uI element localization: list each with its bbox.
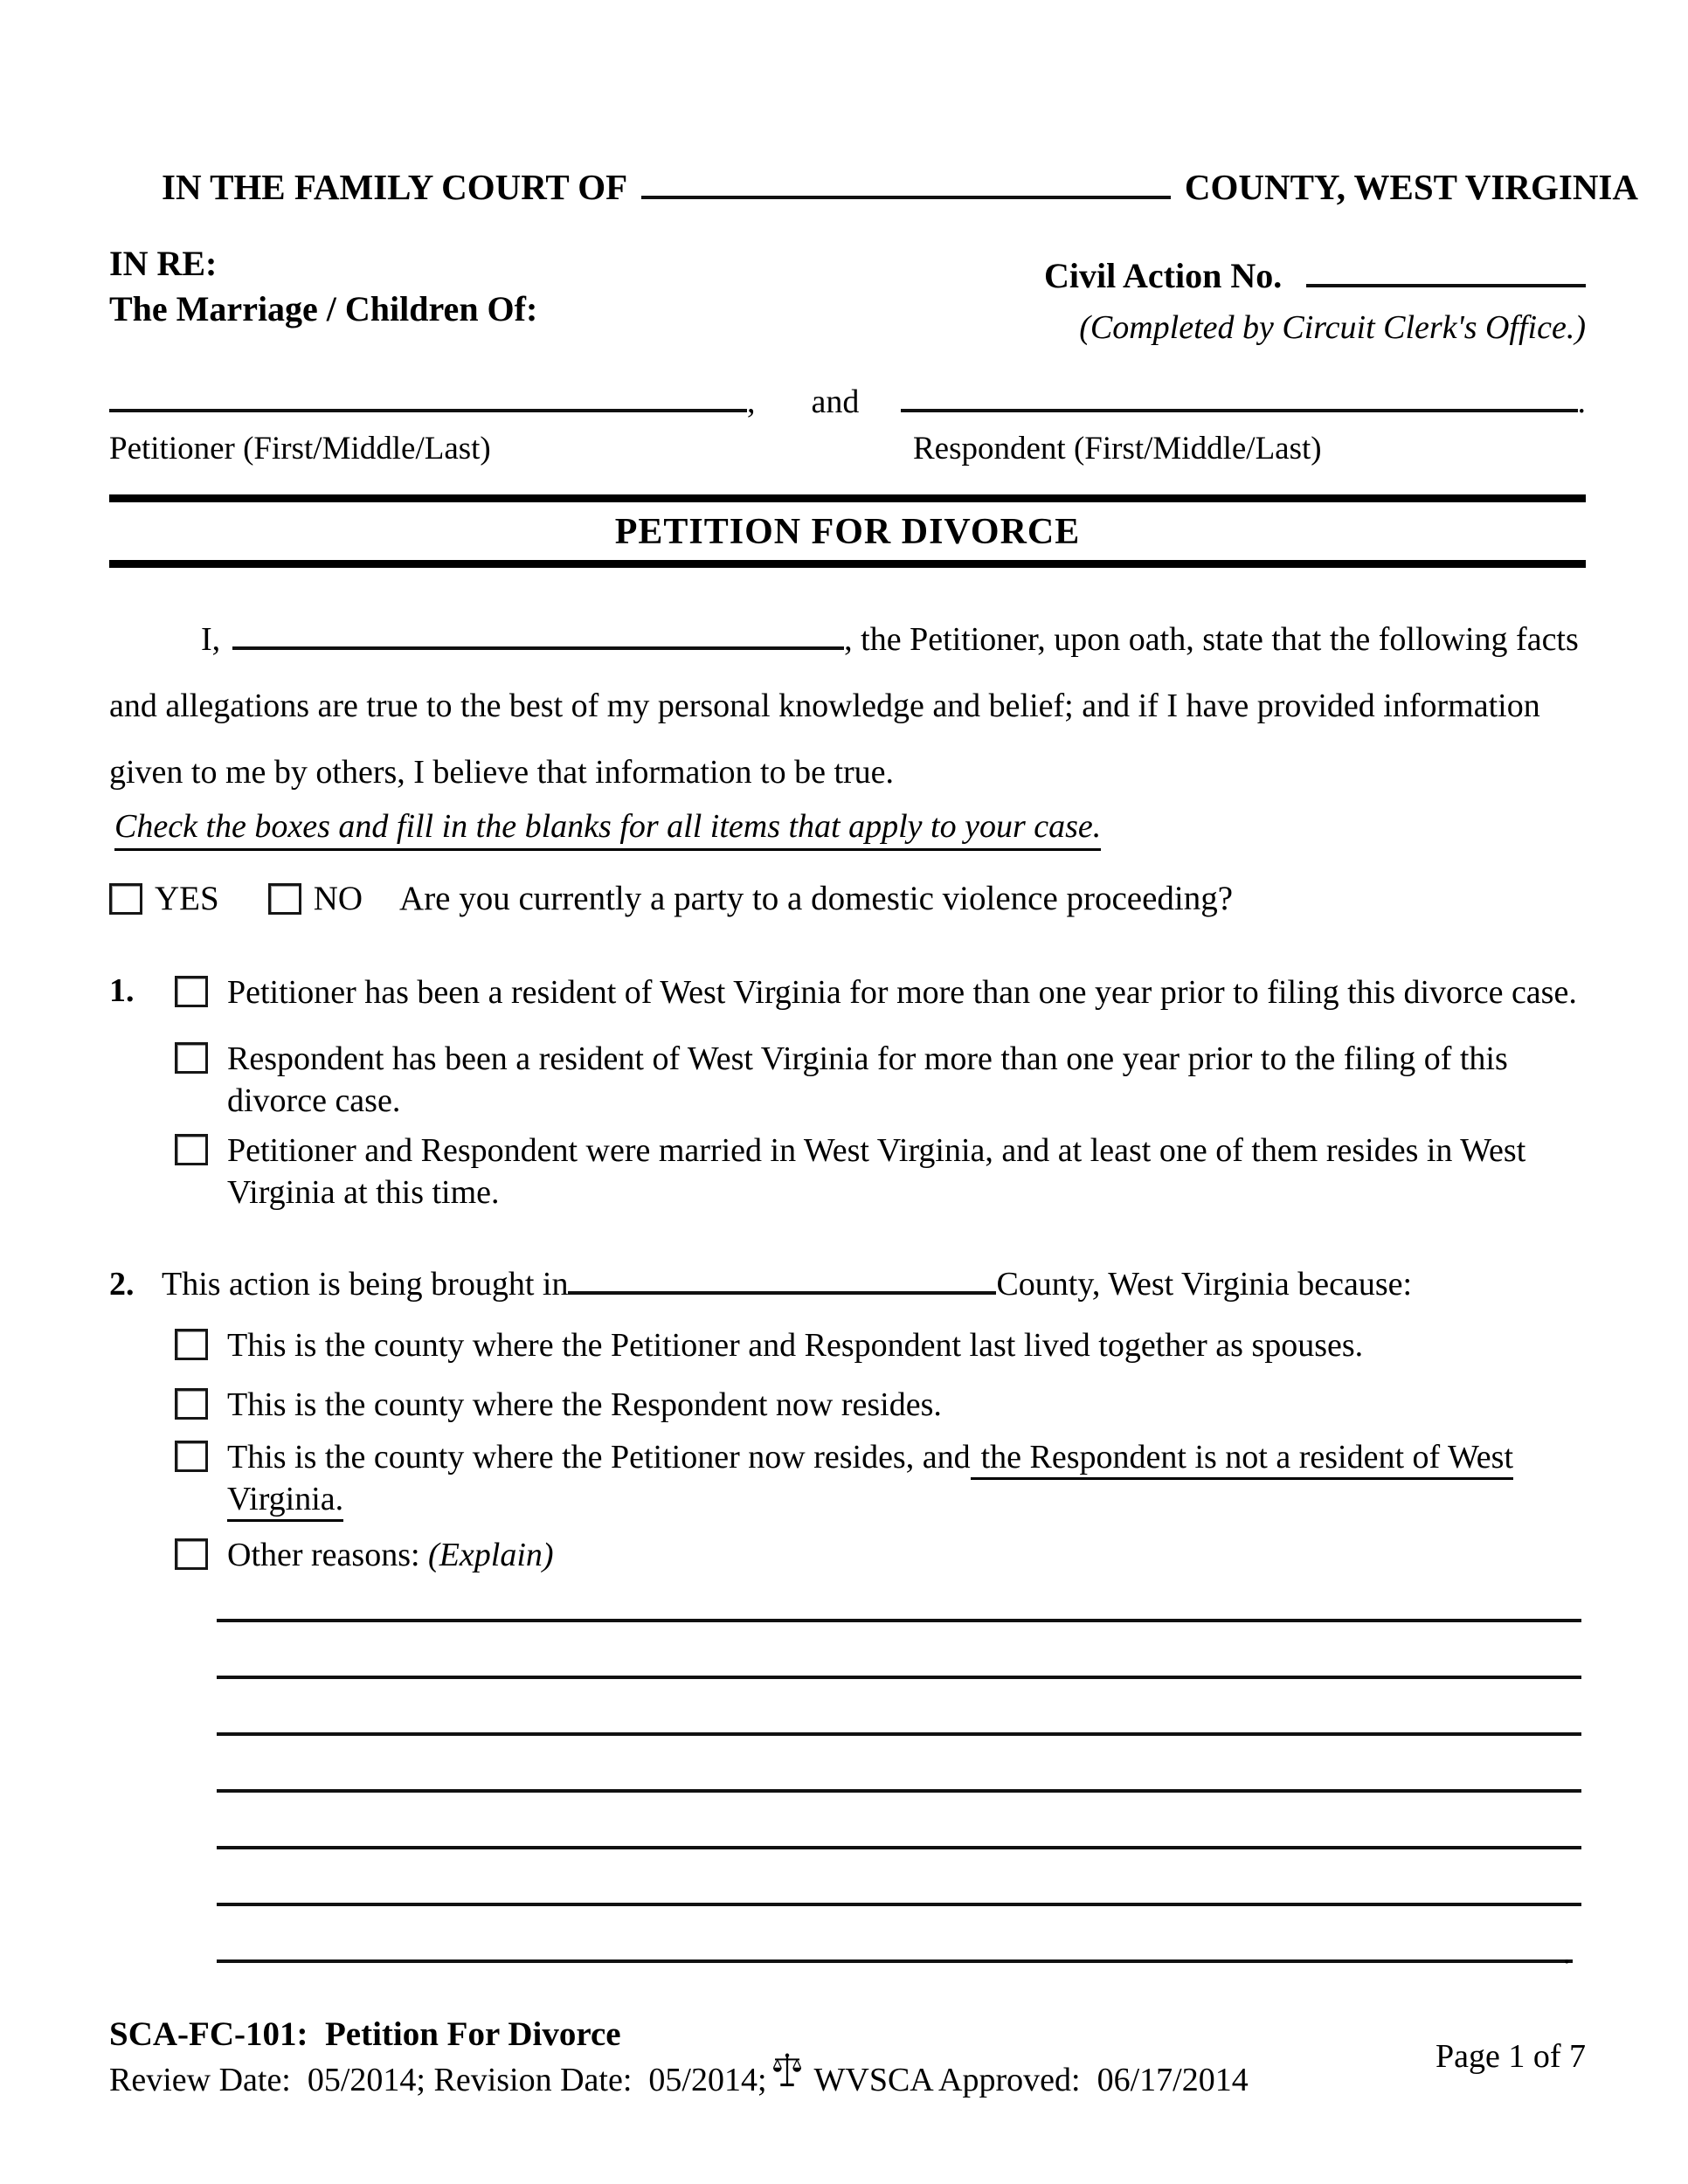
oath-prefix: I,: [201, 621, 221, 658]
petitioner-resides-checkbox[interactable]: [175, 1441, 208, 1472]
item-1-residency: [109, 971, 1586, 1213]
scales-of-justice-icon: [772, 2053, 802, 2090]
comma-separator: ,: [747, 384, 756, 420]
marriage-children-label: The Marriage / Children Of:: [109, 289, 538, 328]
explain-line[interactable]: [217, 1565, 1581, 1622]
review-revision-dates: Review Date: 05/2014; Revision Date: 05/2014;: [109, 2062, 767, 2098]
petitioner-name-label: Petitioner (First/Middle/Last): [109, 431, 491, 467]
venue-lead-text: This action is being brought in: [162, 1266, 569, 1303]
last-lived-together-checkbox[interactable]: [175, 1329, 208, 1360]
item-1-option-respondent-resident: [175, 1038, 1586, 1122]
court-header-prefix: IN THE FAMILY COURT OF: [162, 167, 628, 207]
item-2-option-last-lived-together: [175, 1324, 1586, 1366]
other-reasons-text: Other reasons: (Explain): [227, 1537, 554, 1573]
respondent-name-label: Respondent (First/Middle/Last): [913, 431, 1322, 467]
court-header-suffix: COUNTY, WEST VIRGINIA: [1184, 167, 1638, 207]
period-separator: .: [1577, 384, 1586, 420]
venue-lead-suffix: County, West Virginia because:: [996, 1266, 1413, 1303]
oath-line2: and allegations are true to the best of my personal knowledge and belief; and if I have provided information: [109, 688, 1540, 724]
married-in-wv-text: Petitioner and Respondent were married in West Virginia, and at least one of them resides in West Virginia at this time.: [227, 1132, 1526, 1211]
and-conjunction: and: [811, 384, 860, 420]
item-2-number: 2.: [109, 1266, 135, 1303]
in-re-label: IN RE:: [109, 244, 218, 283]
oath-line3: given to me by others, I believe that information to be true.: [109, 754, 895, 791]
no-label: NO: [313, 880, 363, 917]
explain-line[interactable]: [217, 1736, 1581, 1793]
instruction-text: Check the boxes and fill in the blanks for all items that apply to your case.: [114, 808, 1101, 851]
page-title: PETITION FOR DIVORCE: [614, 512, 1081, 552]
item-1-option-married-in-wv: [175, 1130, 1586, 1213]
oath-petitioner-name-blank[interactable]: [232, 646, 844, 650]
instruction-line: [114, 807, 1591, 846]
dv-question-text: Are you currently a party to a domestic violence proceeding?: [399, 880, 1234, 917]
wvsca-approved-date: WVSCA Approved: 06/17/2014: [813, 2062, 1249, 2098]
parties-section: [109, 383, 1586, 472]
dv-question-row: [109, 879, 1586, 918]
petitioner-resident-checkbox[interactable]: [175, 976, 208, 1007]
married-in-wv-checkbox[interactable]: [175, 1134, 208, 1165]
respondent-resides-text: This is the county where the Respondent now resides.: [227, 1386, 942, 1423]
respondent-resides-checkbox[interactable]: [175, 1388, 208, 1420]
venue-county-blank[interactable]: [568, 1291, 996, 1295]
court-name-blank[interactable]: [641, 196, 1171, 199]
explain-line[interactable]: [217, 1793, 1581, 1849]
trailing-period: .: [1562, 1934, 1571, 1971]
explain-line[interactable]: [217, 1622, 1581, 1679]
item-2-venue: [109, 1265, 1586, 1576]
other-reasons-checkbox[interactable]: [175, 1538, 208, 1570]
oath-paragraph: [109, 606, 1586, 805]
respondent-resident-checkbox[interactable]: [175, 1042, 208, 1074]
respondent-resident-text: Respondent has been a resident of West Virginia for more than one year prior to the filing of this divorce case.: [227, 1040, 1508, 1119]
yes-checkbox[interactable]: [109, 883, 142, 915]
petitioner-resides-text: This is the county where the Petitioner now resides, and the Respondent is not a resident of West Virginia.: [227, 1436, 1513, 1520]
item-2-lead-row: [109, 1265, 1586, 1303]
yes-label: YES: [155, 880, 219, 917]
court-header-row: [109, 166, 1688, 208]
item-1-option-petitioner-resident: [109, 971, 1586, 1013]
respondent-name-blank[interactable]: [901, 409, 1577, 412]
civil-action-number-blank[interactable]: [1306, 284, 1586, 287]
item-1-number: 1.: [109, 972, 135, 1009]
oath-line1-text: , the Petitioner, upon oath, state that the following facts: [844, 621, 1579, 658]
item-2-option-petitioner-resides: [175, 1436, 1586, 1520]
petitioner-name-blank[interactable]: [109, 409, 747, 412]
civil-action-label: Civil Action No.: [1044, 256, 1283, 295]
civil-action-block: [1044, 255, 1586, 347]
explain-line[interactable]: [217, 1906, 1573, 1971]
form-id: SCA-FC-101: Petition For Divorce: [109, 2015, 621, 2053]
item-2-option-respondent-resides: [175, 1384, 1586, 1426]
no-checkbox[interactable]: [268, 883, 301, 915]
page-number: Page 1 of 7: [1435, 2038, 1586, 2075]
civil-action-note: (Completed by Circuit Clerk's Office.): [1079, 309, 1586, 346]
petitioner-resident-text: Petitioner has been a resident of West Virginia for more than one year prior to filing this divorce case.: [227, 974, 1577, 1011]
last-lived-together-text: This is the county where the Petitioner and Respondent last lived together as spouses.: [227, 1327, 1364, 1364]
explain-line[interactable]: [217, 1679, 1581, 1736]
page-footer: [109, 2015, 1586, 2099]
explain-write-in-area: [217, 1565, 1581, 1971]
form-title-bar: [109, 494, 1586, 568]
explain-line[interactable]: [217, 1849, 1581, 1906]
